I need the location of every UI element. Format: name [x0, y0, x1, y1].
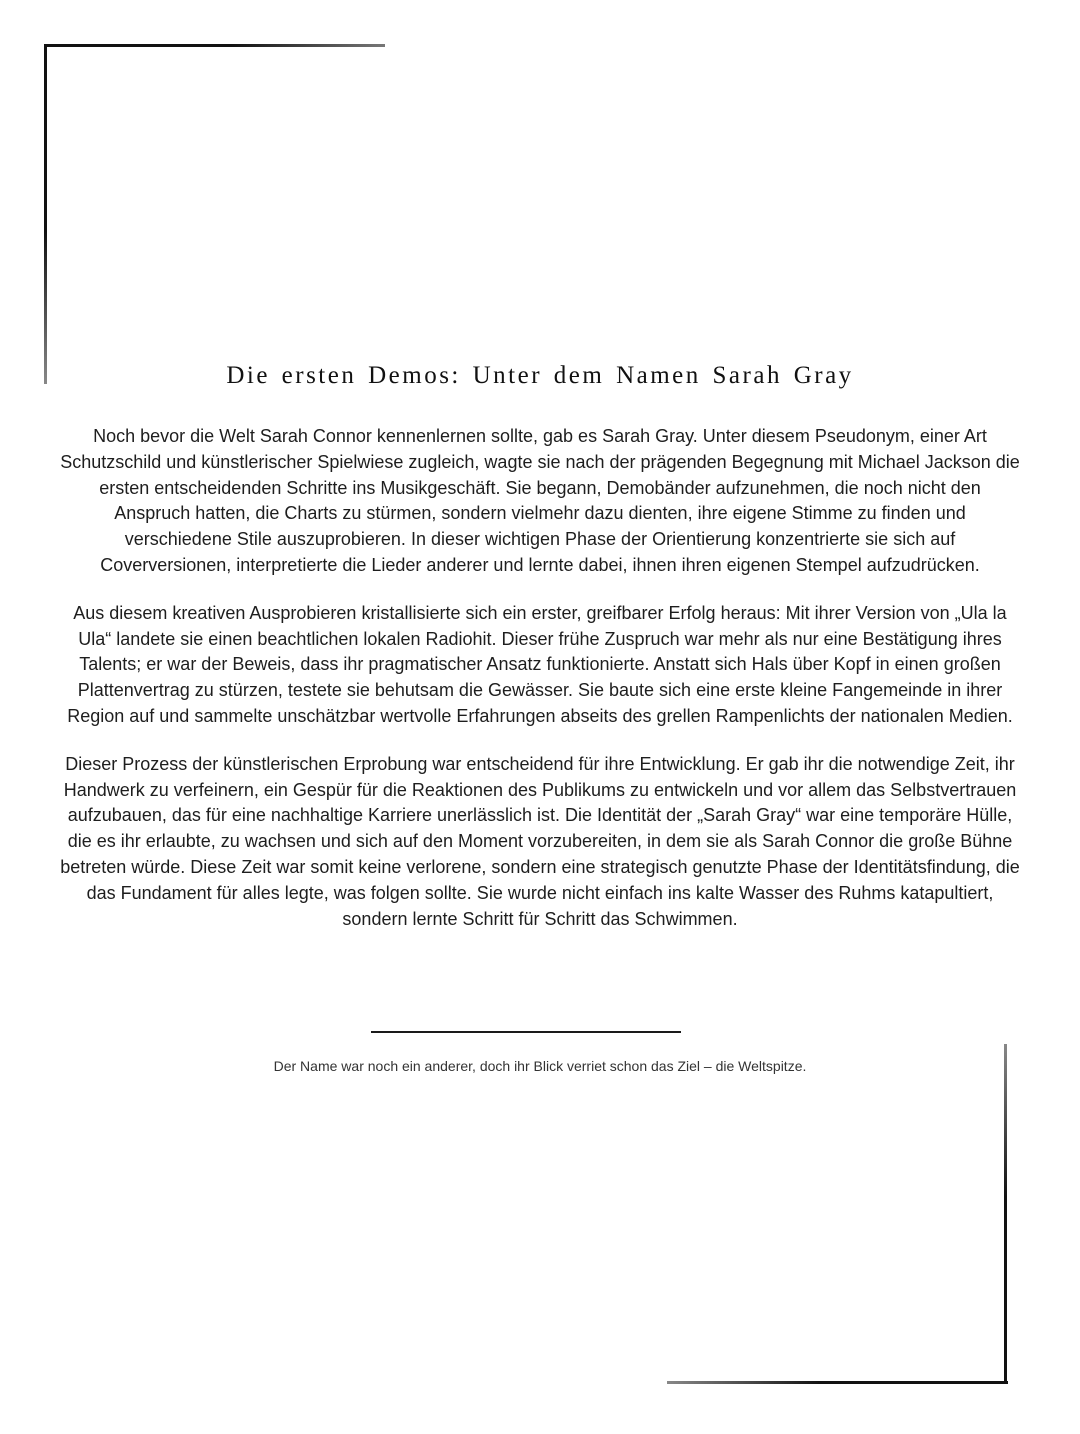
frame-corner-bottom-right-horizontal	[667, 1381, 1008, 1384]
frame-corner-bottom-right-vertical	[1004, 1044, 1007, 1384]
caption: Der Name war noch ein anderer, doch ihr Blick verriet schon das Ziel – die Weltspitze.	[273, 1058, 807, 1074]
section-divider	[371, 1031, 681, 1033]
frame-corner-top-left-horizontal	[44, 44, 385, 47]
page-title: Die ersten Demos: Unter dem Namen Sarah Gray	[226, 362, 854, 389]
frame-corner-top-left-vertical	[44, 44, 47, 384]
paragraph-1: Noch bevor die Welt Sarah Connor kennenlernen sollte, gab es Sarah Gray. Unter diesem Pseudonym, einer Art Schutzschild und künstlerischer Spielwiese zugleich, wagte sie nach der prägenden Begegnung mit Michael Jackson die ersten entscheidenden Schritte ins Musikgeschäft. Sie begann, Demobänder aufzunehmen, die noch nicht den Anspruch hatten, die Charts zu stürmen, sondern vielmehr dazu dienten, ihre eigene Stimme zu finden und verschiedene Stile auszuprobieren. In dieser wichtigen Phase der Orientierung konzentrierte sie sich auf Coverversionen, interpretierte die Lieder anderer und lernte dabei, ihnen ihren eigenen Stempel aufzudrücken.	[60, 426, 1020, 575]
paragraph-3: Dieser Prozess der künstlerischen Erprobung war entscheidend für ihre Entwicklung. Er gab ihr die notwendige Zeit, ihr Handwerk zu verfeinern, ein Gespür für die Reaktionen des Publikums zu entwickeln und vor allem das Selbstvertrauen aufzubauen, das für eine nachhaltige Karriere unerlässlich ist. Die Identität der „Sarah Gray“ war eine temporäre Hülle, die es ihr erlaubte, zu wachsen und sich auf den Moment vorzubereiten, in dem sie als Sarah Connor die große Bühne betreten würde. Diese Zeit war somit keine verlorene, sondern eine strategisch genutzte Phase der Identitätsfindung, die das Fundament für alles legte, was folgen sollte. Sie wurde nicht einfach ins kalte Wasser des Ruhms katapultiert, sondern lernte Schritt für Schritt das Schwimmen.	[60, 753, 1020, 929]
article-body	[60, 424, 1020, 954]
paragraph-2: Aus diesem kreativen Ausprobieren kristallisierte sich ein erster, greifbarer Erfolg heraus: Mit ihrer Version von „Ula la Ula“ landete sie einen beachtlichen lokalen Radiohit. Dieser frühe Zuspruch war mehr als nur eine Bestätigung ihres Talents; er war der Beweis, dass ihr pragmatischer Ansatz funktionierte. Anstatt sich Hals über Kopf in einen großen Plattenvertrag zu stürzen, testete sie behutsam die Gewässer. Sie baute sich eine erste kleine Fangemeinde in ihrer Region auf und sammelte unschätzbar wertvolle Erfahrungen abseits des grellen Rampenlichts der nationalen Medien.	[67, 602, 1013, 726]
